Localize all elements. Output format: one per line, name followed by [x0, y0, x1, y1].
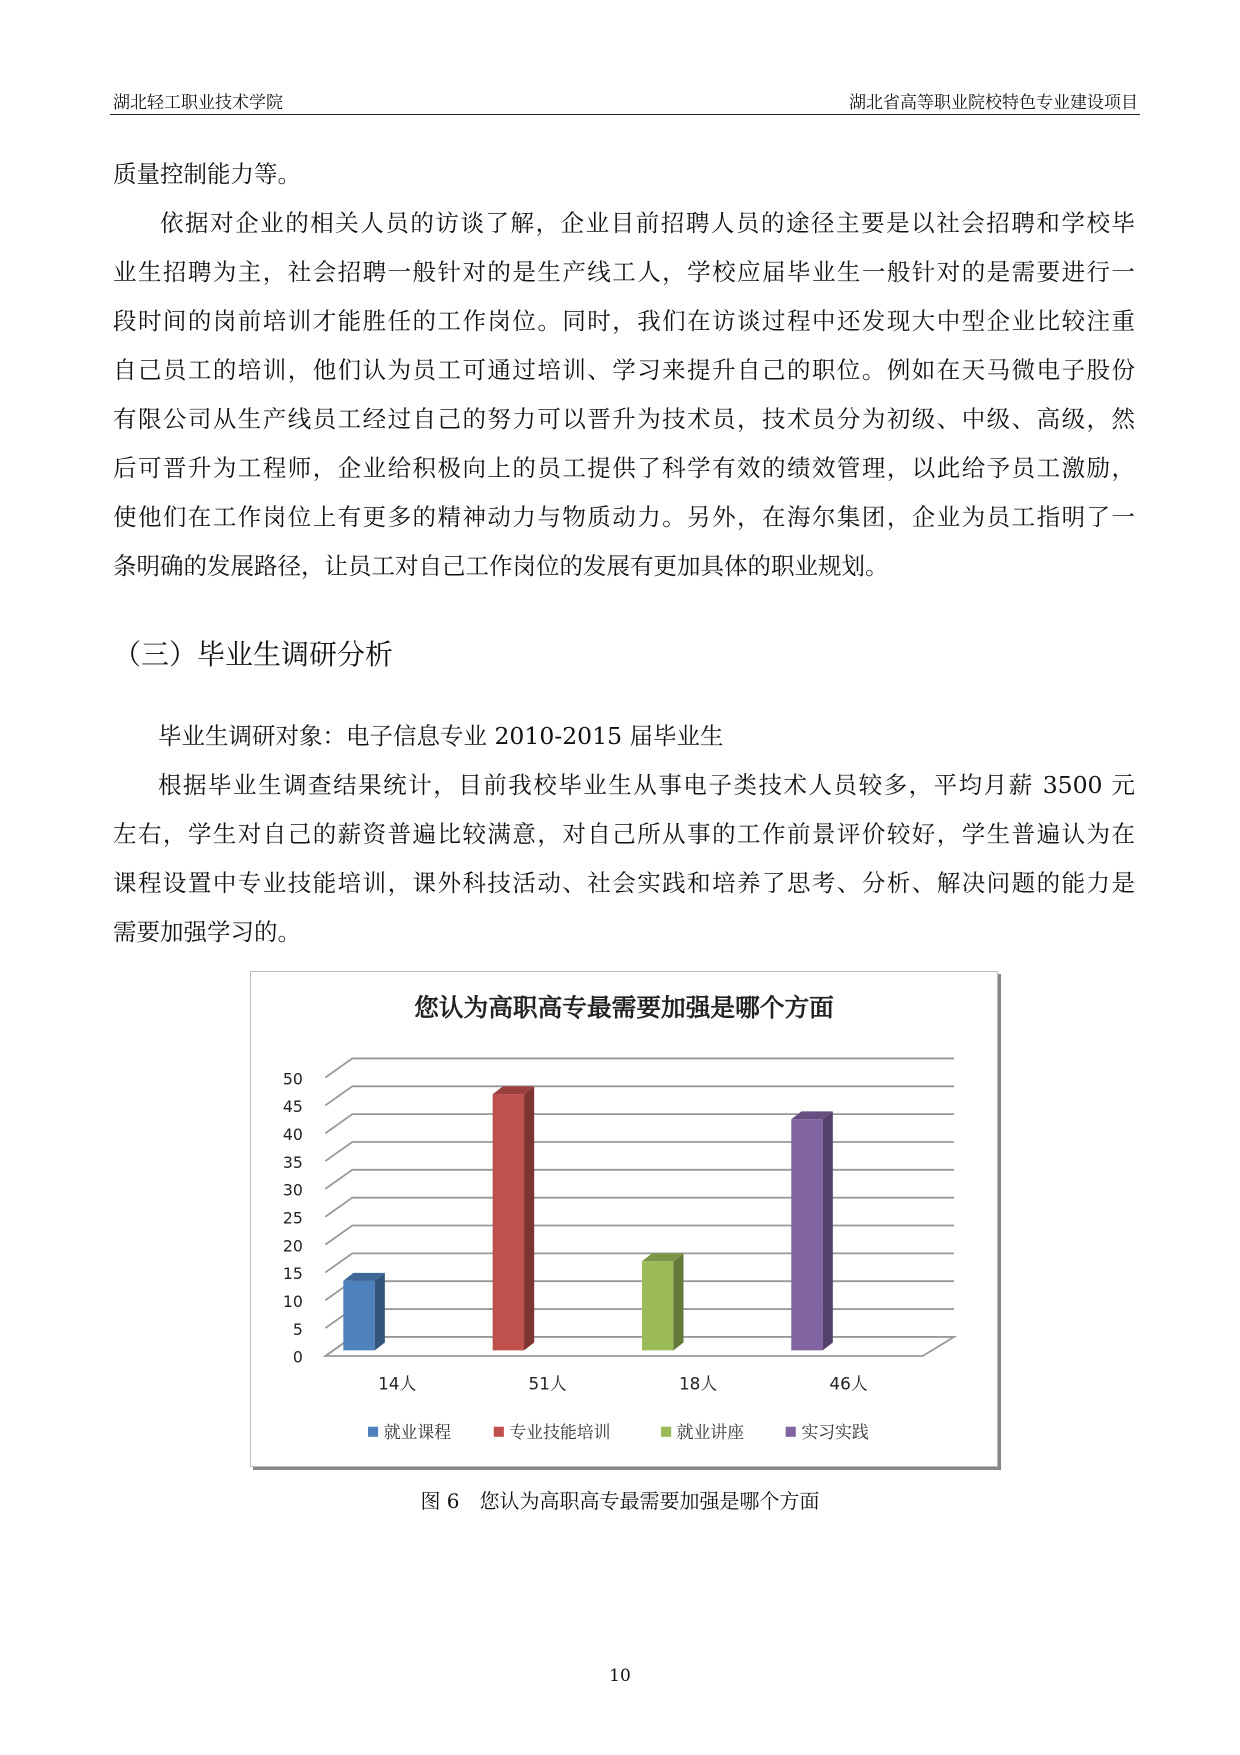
y-tick-label: 5: [292, 1319, 303, 1339]
paragraph-line: 段时间的岗前培训才能胜任的工作岗位。同时，我们在访谈过程中还发现大中型企业比较注重: [113, 307, 1135, 335]
floor: [325, 1337, 954, 1356]
x-tick-label: 46人: [829, 1373, 868, 1394]
bar: [493, 1094, 524, 1350]
y-tick-label: 10: [282, 1292, 303, 1312]
gridline: [325, 1086, 954, 1105]
legend-swatch: [494, 1427, 504, 1437]
section-heading: （三）毕业生调研分析: [113, 638, 394, 671]
paragraph-line: 需要加强学习的。: [113, 918, 301, 946]
legend-swatch: [368, 1427, 378, 1437]
page-number: 10: [609, 1666, 631, 1686]
y-tick-label: 30: [282, 1180, 303, 1200]
bar-side: [823, 1111, 833, 1350]
legend-swatch: [786, 1427, 796, 1437]
y-tick-label: 15: [282, 1264, 303, 1284]
y-tick-label: 20: [282, 1236, 303, 1256]
gridline: [325, 1281, 954, 1300]
x-tick-label: 51人: [528, 1373, 567, 1394]
y-tick-label: 0: [292, 1347, 303, 1367]
paragraph-line: 后可晋升为工程师，企业给积极向上的员工提供了科学有效的绩效管理，以此给予员工激励，: [113, 454, 1135, 482]
bar-side: [673, 1253, 683, 1350]
bar: [343, 1281, 374, 1351]
legend-label: 专业技能培训: [509, 1421, 611, 1442]
gridline: [325, 1114, 954, 1133]
y-tick-label: 40: [282, 1124, 303, 1144]
paragraph-line: 质量控制能力等。: [113, 160, 301, 188]
legend-label: 就业讲座: [676, 1421, 745, 1442]
gridline: [325, 1226, 954, 1245]
paragraph-line: 课程设置中专业技能培训，课外科技活动、社会实践和培养了思考、分析、解决问题的能力是: [113, 869, 1135, 897]
paragraph-line: 左右，学生对自己的薪资普遍比较满意，对自己所从事的工作前景评价较好，学生普遍认为在: [113, 820, 1135, 848]
paragraph-line: 有限公司从生产线员工经过自己的努力可以晋升为技术员，技术员分为初级、中级、高级，然: [113, 405, 1135, 433]
gridline: [325, 1170, 954, 1189]
header-left: 湖北轻工职业技术学院: [113, 93, 283, 113]
paragraph-line: 依据对企业的相关人员的访谈了解，企业目前招聘人员的途径主要是以社会招聘和学校毕: [160, 209, 1135, 237]
chart-svg: [251, 972, 997, 1466]
header-divider: [110, 114, 1140, 115]
x-tick-label: 14人: [378, 1373, 417, 1394]
gridline: [325, 1198, 954, 1217]
x-tick-label: 18人: [678, 1373, 718, 1394]
figure-caption: 图 6 您认为高职高专最需要加强是哪个方面: [420, 1489, 820, 1513]
bar-side: [375, 1273, 385, 1350]
legend-label: 就业课程: [383, 1421, 452, 1442]
paragraph-line: 使他们在工作岗位上有更多的精神动力与物质动力。另外，在海尔集团，企业为员工指明了一: [113, 503, 1135, 531]
chart-title: 您认为高职高专最需要加强是哪个方面: [414, 992, 834, 1022]
bar-chart: [250, 971, 998, 1467]
y-tick-label: 45: [282, 1097, 303, 1117]
bar-side: [524, 1086, 534, 1350]
paragraph-line: 自己员工的培训，他们认为员工可通过培训、学习来提升自己的职位。例如在天马微电子股份: [113, 356, 1135, 384]
header-right: 湖北省高等职业院校特色专业建设项目: [849, 93, 1138, 113]
y-tick-label: 50: [282, 1069, 303, 1089]
gridline: [325, 1337, 954, 1356]
legend-swatch: [661, 1427, 671, 1437]
bar: [642, 1261, 673, 1350]
paragraph-line: 毕业生调研对象：电子信息专业 2010-2015 届毕业生: [158, 722, 724, 750]
paragraph-line: 条明确的发展路径，让员工对自己工作岗位的发展有更加具体的职业规划。: [113, 552, 889, 580]
y-tick-label: 25: [282, 1208, 303, 1228]
y-tick-label: 35: [282, 1152, 303, 1172]
paragraph-line: 根据毕业生调查结果统计，目前我校毕业生从事电子类技术人员较多，平均月薪 3500 元: [158, 771, 1135, 799]
gridline: [325, 1253, 954, 1272]
gridline: [325, 1309, 954, 1328]
legend-label: 实习实践: [801, 1421, 869, 1442]
gridline: [325, 1058, 954, 1077]
paragraph-line: 业生招聘为主，社会招聘一般针对的是生产线工人，学校应届毕业生一般针对的是需要进行一: [113, 258, 1135, 286]
bar: [791, 1119, 822, 1350]
gridline: [325, 1142, 954, 1161]
